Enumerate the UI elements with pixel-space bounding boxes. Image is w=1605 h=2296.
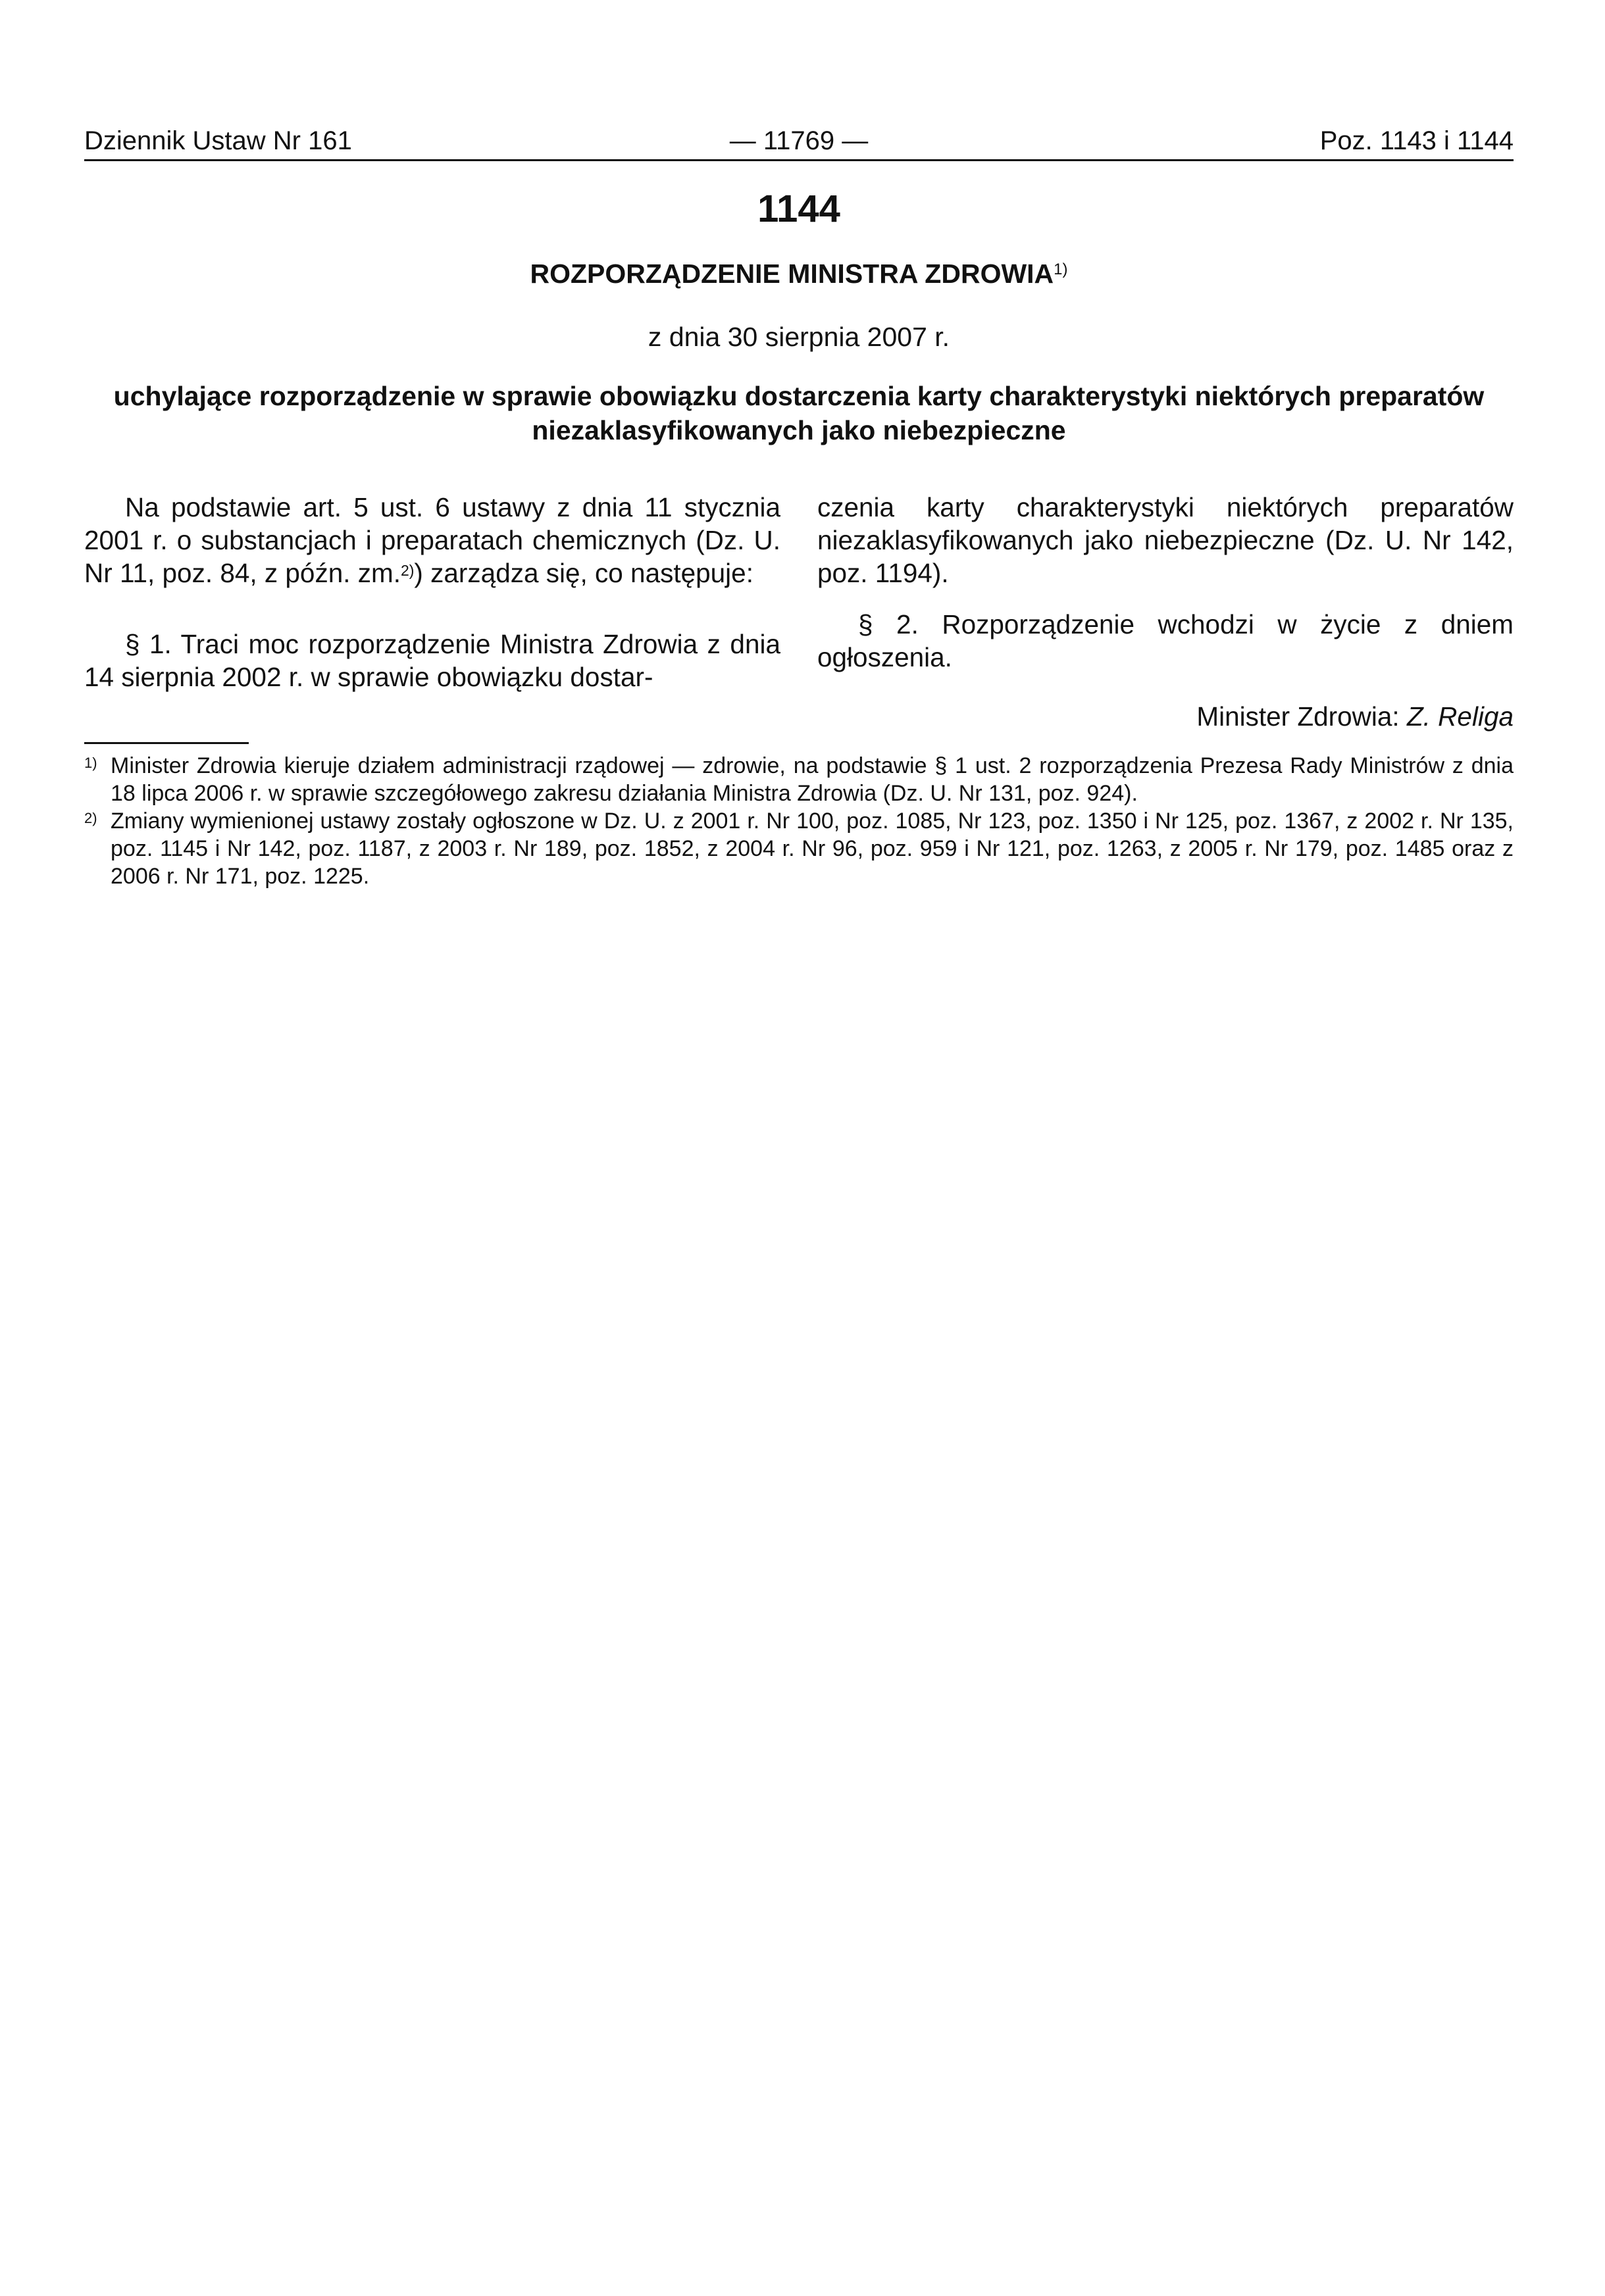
signature [817, 700, 1514, 733]
footnote-rule [84, 742, 249, 744]
footnote-1 [84, 752, 1514, 807]
preamble-text-a: Na podstawie art. 5 ust. 6 ustawy z dnia 11 stycznia 2001 r. o substancjach i preparatach chemicznych (Dz. U. Nr 11, poz. 84, z późn. zm. [84, 492, 780, 588]
act-type-text: ROZPORZĄDZENIE MINISTRA ZDROWIA [530, 259, 1054, 289]
footnote-ref-2: 2) [400, 562, 415, 579]
act-number: 1144 [757, 187, 840, 230]
footnotes [84, 752, 1514, 890]
signature-role: Minister Zdrowia: [1196, 701, 1400, 732]
right-column [817, 491, 1514, 733]
paragraph-2: § 2. Rozporządzenie wchodzi w życie z dniem ogłoszenia. [817, 609, 1514, 672]
footnote-2-text: Zmiany wymienionej ustawy zostały ogłoszone w Dz. U. z 2001 r. Nr 100, poz. 1085, Nr 123, poz. 1350 i Nr 125, poz. 1367, z 2002 r. Nr 135, poz. 1145 i Nr 142, poz. 1187, z 2003 r. Nr 189, poz. 1852, z 2004 r. Nr 96, poz. 959 i Nr 121, poz. 1263, z 2005 r. Nr 179, poz. 1485 oraz z 2006 r. Nr 171, poz. 1225. [111, 809, 1514, 889]
preamble [84, 491, 780, 589]
document-page [84, 0, 1514, 2296]
act-subject [84, 379, 1514, 447]
paragraph-1-continued: czenia karty charakterystyki niektórych preparatów niezaklasyfikowanych jako niebezpieczne (Dz. U. Nr 142, poz. 1194). [817, 492, 1514, 588]
header-rule [84, 159, 1514, 161]
act-subject-line-2: niezaklasyfikowanych jako niebezpieczne [532, 415, 1066, 445]
footnote-1-text: Minister Zdrowia kieruje działem administracji rządowej — zdrowie, na podstawie § 1 ust. 2 rozporządzenia Prezesa Rady Ministrów z dnia 18 lipca 2006 r. w sprawie szczegółowego zakresu działania Ministra Zdrowia (Dz. U. Nr 131, poz. 924). [111, 753, 1514, 806]
act-date: z dnia 30 sierpnia 2007 r. [648, 322, 950, 352]
page-number: — 11769 — [729, 126, 869, 155]
running-head [84, 124, 1514, 158]
footnote-1-mark: 1) [84, 755, 97, 771]
act-type-title [84, 257, 1514, 291]
act-subject-line-1: uchylające rozporządzenie w sprawie obowiązku dostarczenia karty charakterystyki niektórych preparatów [113, 381, 1485, 411]
left-column [84, 491, 780, 693]
footnote-ref-1: 1) [1054, 261, 1068, 278]
footnote-2 [84, 807, 1514, 890]
journal-title: Dziennik Ustaw Nr 161 [84, 126, 352, 155]
preamble-text-b: ) zarządza się, co następuje: [414, 558, 753, 588]
footnote-2-mark: 2) [84, 810, 97, 826]
signature-name: Z. Religa [1406, 701, 1514, 732]
paragraph-1-start: § 1. Traci moc rozporządzenie Ministra Zdrowia z dnia 14 sierpnia 2002 r. w sprawie obowiązku dostar- [84, 629, 780, 692]
position-numbers: Poz. 1143 i 1144 [1319, 126, 1514, 155]
